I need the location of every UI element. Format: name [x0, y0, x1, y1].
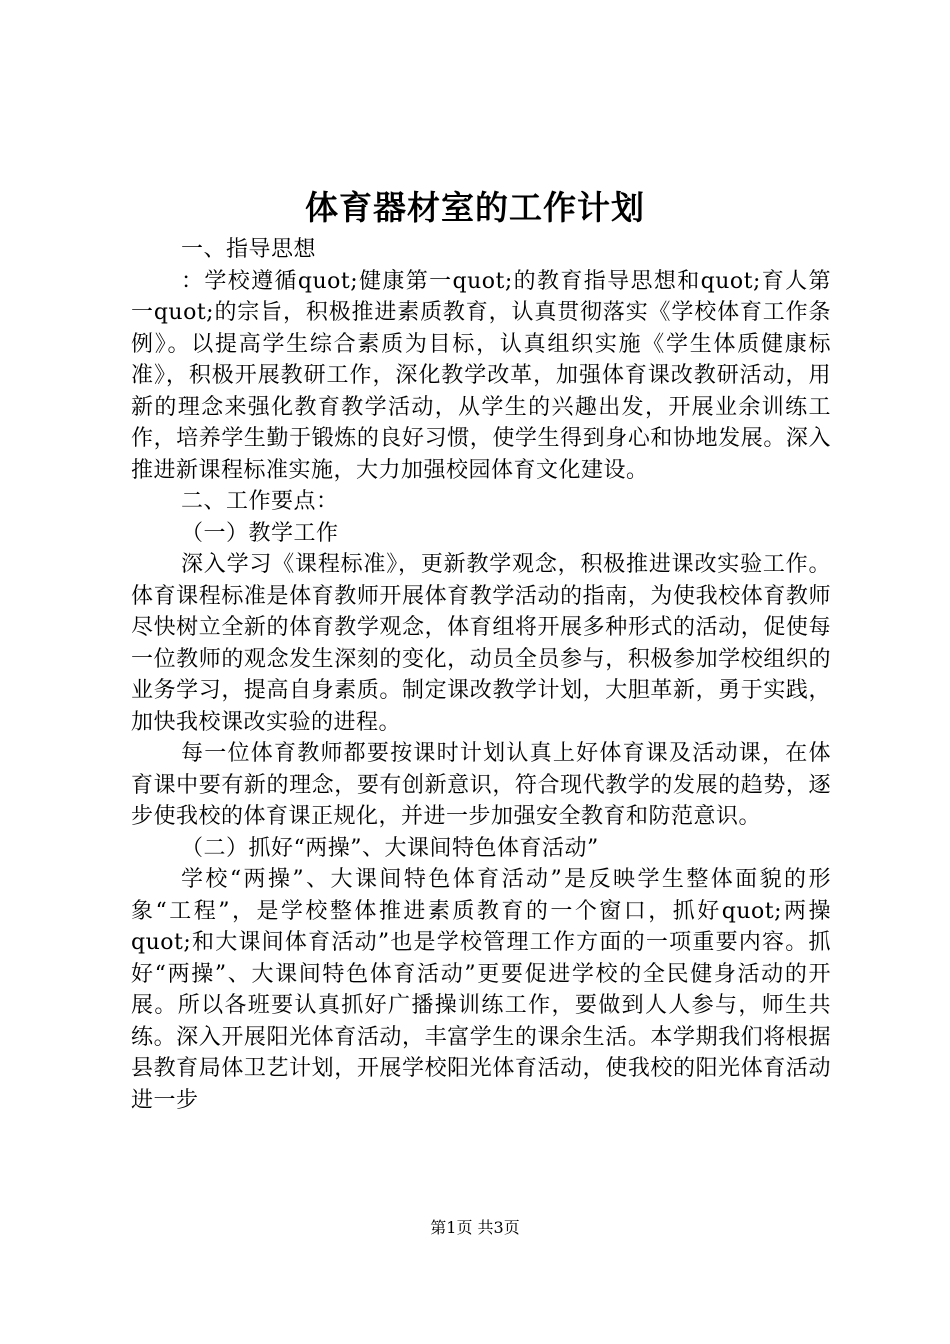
document-body — [131, 234, 831, 1116]
section-heading-guiding-ideology: 一、指导思想 — [181, 237, 317, 262]
document-title: 体育器材室的工作计划 — [305, 188, 645, 227]
subheading-teaching-work: （一）教学工作 — [181, 520, 339, 546]
section-heading-work-points: 二、工作要点： — [181, 489, 339, 514]
paragraph-guiding-ideology: ：学校遵循quot;健康第一quot;的教育指导思想和quot;育人第一quot;的宗旨，积极推进素质教育，认真贯彻落实《学校体育工作条例》。以提高学生综合素质为目标，认真组织实施《学生体质健康标准》，积极开展教研工作，深化教学改革，加强体育课改教研活动，用新的理念来强化教育教学活动，从学生的兴趣出发，开展业余训练工作，培养学生勤于锻炼的良好习惯，使学生得到身心和协地发展。深入推进新课程标准实施，大力加强校园体育文化建设。 — [131, 268, 831, 483]
subheading-two-exercises: （二）抓好“两操”、大课间特色体育活动” — [181, 835, 599, 861]
page-number-footer: 第1页 共3页 — [430, 1218, 520, 1237]
paragraph-pe-teachers: 每一位体育教师都要按课时计划认真上好体育课及活动课，在体育课中要有新的理念，要有创新意识，符合现代教学的发展的趋势，逐步使我校的体育课正规化，并进一步加强安全教育和防范意识。 — [131, 741, 831, 829]
paragraph-curriculum-standards: 深入学习《课程标准》，更新教学观念，积极推进课改实验工作。体育课程标准是体育教师开展体育教学活动的指南，为使我校体育教师尽快树立全新的体育教学观念，体育组将开展多种形式的活动，促使每一位教师的观念发生深刻的变化，动员全员参与，积极参加学校组织的业务学习，提高自身素质。制定课改教学计划，大胆革新，勇于实践，加快我校课改实验的进程。 — [131, 552, 831, 735]
paragraph-two-exercises: 学校“两操”、大课间特色体育活动”是反映学生整体面貌的形象“工程”，是学校整体推进素质教育的一个窗口，抓好quot;两操quot;和大课间体育活动”也是学校管理工作方面的一项重要内容。抓好“两操”、大课间特色体育活动”更要促进学校的全民健身活动的开展。所以各班要认真抓好广播操训练工作，要做到人人参与，师生共练。深入开展阳光体育活动，丰富学生的课余生活。本学期我们将根据县教育局体卫艺计划，开展学校阳光体育活动，使我校的阳光体育活动进一步 — [131, 867, 831, 1113]
